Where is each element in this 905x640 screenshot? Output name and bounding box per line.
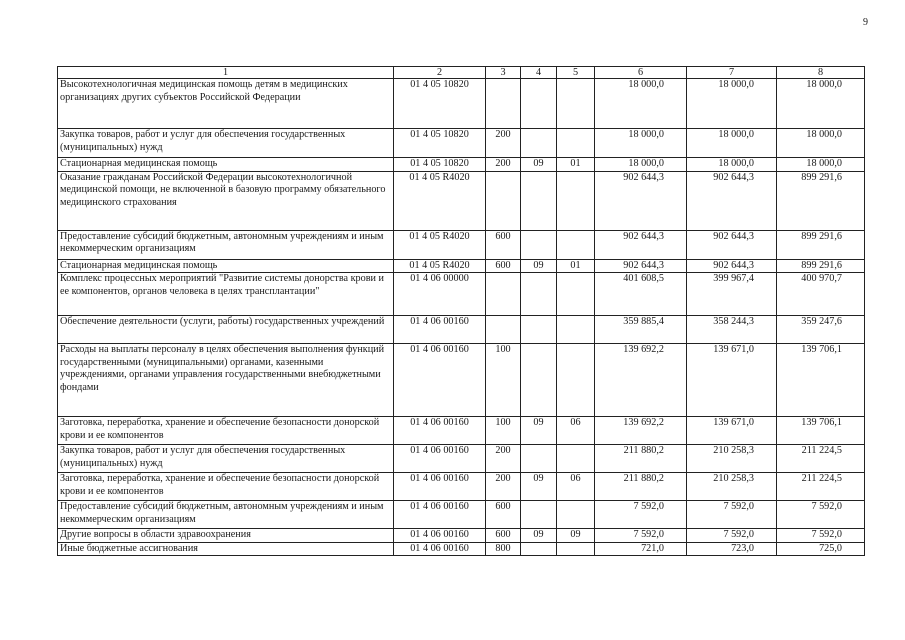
section <box>521 230 557 259</box>
table-row <box>58 171 865 230</box>
item-name: Расходы на выплаты персоналу в целях обеспечения выполнения функций государственными (муниципальными) органами, казенными учреждениями, органами управления государственными внебюджетными фондами <box>58 344 394 417</box>
item-name: Комплекс процессных мероприятий "Развитие системы донорства крови и ее компонентов, органов человека в целях трансплантации" <box>58 273 394 316</box>
target-code: 01 4 06 00160 <box>394 417 486 445</box>
expense-type <box>486 171 521 230</box>
expense-type <box>486 316 521 344</box>
section <box>521 316 557 344</box>
amount-col8: 725,0 <box>777 542 865 556</box>
section: 09 <box>521 417 557 445</box>
subsection: 06 <box>557 473 595 501</box>
target-code: 01 4 06 00160 <box>394 529 486 543</box>
target-code: 01 4 05 10820 <box>394 79 486 129</box>
expense-type: 600 <box>486 501 521 529</box>
column-header: 3 <box>486 67 521 79</box>
expense-type: 600 <box>486 529 521 543</box>
expense-type: 600 <box>486 259 521 273</box>
amount-col7: 358 244,3 <box>687 316 777 344</box>
section <box>521 171 557 230</box>
subsection: 01 <box>557 259 595 273</box>
section <box>521 501 557 529</box>
table-row <box>58 79 865 129</box>
subsection <box>557 445 595 473</box>
subsection: 01 <box>557 158 595 172</box>
subsection <box>557 273 595 316</box>
target-code: 01 4 05 R4020 <box>394 171 486 230</box>
section: 09 <box>521 158 557 172</box>
table-row <box>58 316 865 344</box>
item-name: Заготовка, переработка, хранение и обеспечение безопасности донорской крови и ее компонентов <box>58 417 394 445</box>
amount-col7: 18 000,0 <box>687 129 777 158</box>
subsection <box>557 171 595 230</box>
expense-type: 600 <box>486 230 521 259</box>
item-name: Обеспечение деятельности (услуги, работы) государственных учреждений <box>58 316 394 344</box>
table-row <box>58 445 865 473</box>
target-code: 01 4 06 00160 <box>394 445 486 473</box>
amount-col6: 18 000,0 <box>595 158 687 172</box>
column-header: 7 <box>687 67 777 79</box>
item-name: Закупка товаров, работ и услуг для обеспечения государственных (муниципальных) нужд <box>58 445 394 473</box>
expense-type <box>486 273 521 316</box>
amount-col7: 7 592,0 <box>687 529 777 543</box>
amount-col7: 7 592,0 <box>687 501 777 529</box>
column-header: 2 <box>394 67 486 79</box>
amount-col7: 902 644,3 <box>687 259 777 273</box>
amount-col7: 18 000,0 <box>687 79 777 129</box>
budget-table <box>57 66 865 556</box>
expense-type: 100 <box>486 417 521 445</box>
amount-col7: 902 644,3 <box>687 230 777 259</box>
expense-type: 200 <box>486 473 521 501</box>
item-name: Предоставление субсидий бюджетным, автономным учреждениям и иным некоммерческим организациям <box>58 501 394 529</box>
amount-col8: 359 247,6 <box>777 316 865 344</box>
amount-col7: 723,0 <box>687 542 777 556</box>
amount-col8: 7 592,0 <box>777 529 865 543</box>
item-name: Высокотехнологичная медицинская помощь детям в медицинских организациях других субъектов Российской Федерации <box>58 79 394 129</box>
amount-col6: 902 644,3 <box>595 259 687 273</box>
column-header: 1 <box>58 67 394 79</box>
item-name: Оказание гражданам Российской Федерации высокотехнологичной медицинской помощи, не включенной в базовую программу обязательного медицинского страхования <box>58 171 394 230</box>
section <box>521 79 557 129</box>
amount-col8: 18 000,0 <box>777 79 865 129</box>
amount-col6: 211 880,2 <box>595 445 687 473</box>
item-name: Стационарная медицинская помощь <box>58 158 394 172</box>
amount-col7: 139 671,0 <box>687 344 777 417</box>
target-code: 01 4 05 R4020 <box>394 259 486 273</box>
amount-col8: 211 224,5 <box>777 445 865 473</box>
amount-col8: 899 291,6 <box>777 171 865 230</box>
target-code: 01 4 06 00160 <box>394 473 486 501</box>
amount-col7: 902 644,3 <box>687 171 777 230</box>
amount-col6: 7 592,0 <box>595 501 687 529</box>
expense-type: 200 <box>486 445 521 473</box>
amount-col6: 721,0 <box>595 542 687 556</box>
expense-type: 200 <box>486 129 521 158</box>
amount-col7: 139 671,0 <box>687 417 777 445</box>
expense-type: 800 <box>486 542 521 556</box>
amount-col8: 899 291,6 <box>777 230 865 259</box>
section: 09 <box>521 259 557 273</box>
column-header: 8 <box>777 67 865 79</box>
target-code: 01 4 06 00160 <box>394 344 486 417</box>
target-code: 01 4 05 10820 <box>394 158 486 172</box>
section <box>521 542 557 556</box>
page-number: 9 <box>863 17 868 28</box>
item-name: Закупка товаров, работ и услуг для обеспечения государственных (муниципальных) нужд <box>58 129 394 158</box>
target-code: 01 4 05 10820 <box>394 129 486 158</box>
amount-col7: 399 967,4 <box>687 273 777 316</box>
amount-col6: 401 608,5 <box>595 273 687 316</box>
item-name: Иные бюджетные ассигнования <box>58 542 394 556</box>
table-row <box>58 230 865 259</box>
subsection <box>557 501 595 529</box>
subsection <box>557 79 595 129</box>
amount-col7: 210 258,3 <box>687 473 777 501</box>
amount-col8: 139 706,1 <box>777 344 865 417</box>
table-row <box>58 501 865 529</box>
table-header-row <box>58 67 865 79</box>
amount-col6: 18 000,0 <box>595 79 687 129</box>
expense-type: 200 <box>486 158 521 172</box>
target-code: 01 4 06 00160 <box>394 542 486 556</box>
column-header: 4 <box>521 67 557 79</box>
table-row <box>58 158 865 172</box>
amount-col7: 210 258,3 <box>687 445 777 473</box>
expense-type: 100 <box>486 344 521 417</box>
amount-col6: 18 000,0 <box>595 129 687 158</box>
amount-col6: 139 692,2 <box>595 417 687 445</box>
column-header: 6 <box>595 67 687 79</box>
amount-col8: 139 706,1 <box>777 417 865 445</box>
amount-col6: 139 692,2 <box>595 344 687 417</box>
table-row <box>58 473 865 501</box>
section <box>521 344 557 417</box>
column-header: 5 <box>557 67 595 79</box>
amount-col6: 359 885,4 <box>595 316 687 344</box>
subsection: 06 <box>557 417 595 445</box>
subsection <box>557 230 595 259</box>
amount-col8: 18 000,0 <box>777 158 865 172</box>
table-row <box>58 542 865 556</box>
item-name: Заготовка, переработка, хранение и обеспечение безопасности донорской крови и ее компонентов <box>58 473 394 501</box>
target-code: 01 4 05 R4020 <box>394 230 486 259</box>
amount-col6: 902 644,3 <box>595 230 687 259</box>
target-code: 01 4 06 00160 <box>394 316 486 344</box>
subsection <box>557 316 595 344</box>
amount-col6: 902 644,3 <box>595 171 687 230</box>
amount-col6: 7 592,0 <box>595 529 687 543</box>
item-name: Другие вопросы в области здравоохранения <box>58 529 394 543</box>
item-name: Стационарная медицинская помощь <box>58 259 394 273</box>
amount-col8: 18 000,0 <box>777 129 865 158</box>
subsection: 09 <box>557 529 595 543</box>
table-row <box>58 273 865 316</box>
table-row <box>58 417 865 445</box>
subsection <box>557 129 595 158</box>
table-row <box>58 344 865 417</box>
target-code: 01 4 06 00160 <box>394 501 486 529</box>
table-row <box>58 259 865 273</box>
subsection <box>557 344 595 417</box>
amount-col8: 7 592,0 <box>777 501 865 529</box>
section <box>521 445 557 473</box>
amount-col6: 211 880,2 <box>595 473 687 501</box>
subsection <box>557 542 595 556</box>
expense-type <box>486 79 521 129</box>
amount-col8: 211 224,5 <box>777 473 865 501</box>
section: 09 <box>521 473 557 501</box>
amount-col8: 400 970,7 <box>777 273 865 316</box>
section <box>521 273 557 316</box>
target-code: 01 4 06 00000 <box>394 273 486 316</box>
amount-col8: 899 291,6 <box>777 259 865 273</box>
table-row <box>58 529 865 543</box>
table-row <box>58 129 865 158</box>
amount-col7: 18 000,0 <box>687 158 777 172</box>
section <box>521 129 557 158</box>
section: 09 <box>521 529 557 543</box>
item-name: Предоставление субсидий бюджетным, автономным учреждениям и иным некоммерческим организациям <box>58 230 394 259</box>
